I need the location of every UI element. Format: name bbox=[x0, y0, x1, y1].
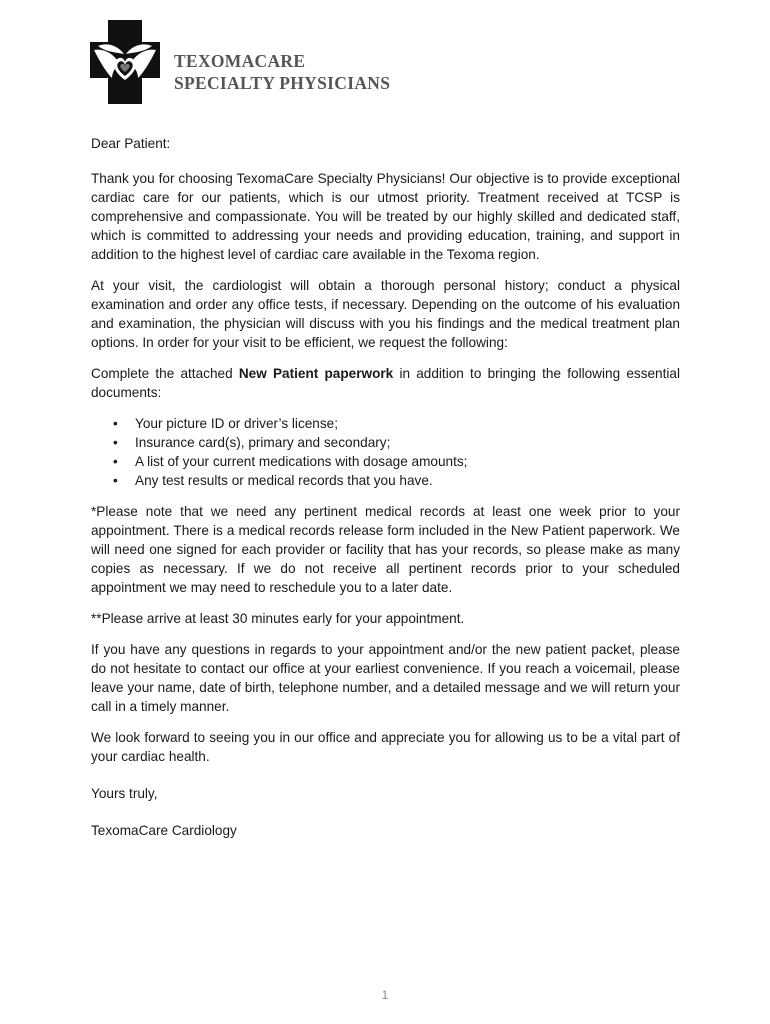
list-item bbox=[113, 471, 680, 490]
list-item bbox=[113, 414, 680, 433]
org-name-line-1: TEXOMACARE bbox=[174, 51, 306, 71]
paragraph-paperwork bbox=[91, 364, 680, 402]
greeting: Dear Patient: bbox=[91, 136, 171, 151]
paragraph-visit: At your visit, the cardiologist will obtain a thorough personal history; conduct a physical examination and order any office tests, if necessary. Depending on the outcome of his evaluation and examination, the physician will discuss with you his findings and the medical treatment plan options. In order for your visit to be efficient, we request the following: bbox=[91, 278, 680, 350]
documents-list bbox=[91, 414, 680, 490]
bullet-icon: • bbox=[113, 473, 118, 488]
letter-body bbox=[91, 134, 680, 852]
paragraph-arrival-note: **Please arrive at least 30 minutes early for your appointment. bbox=[91, 611, 465, 626]
cross-heart-hands-logo bbox=[90, 20, 160, 104]
list-item-text: Any test results or medical records that you have. bbox=[135, 473, 433, 488]
page-number: 1 bbox=[381, 988, 389, 1002]
paperwork-text-after: in addition to bringing the following essential documents: bbox=[91, 366, 680, 400]
paragraph-closing-remark: We look forward to seeing you in our office and appreciate you for allowing us to be a vital part of your cardiac health. bbox=[91, 730, 680, 764]
closing: Yours truly, bbox=[91, 786, 158, 801]
bullet-icon: • bbox=[113, 454, 118, 469]
list-item bbox=[113, 452, 680, 471]
paragraph-records-note: *Please note that we need any pertinent medical records at least one week prior to your appointment. There is a medical records release form included in the New Patient paperwork. We will need one signed for each provider or facility that has your records, so please make as many copies as necessary. If we do not receive all pertinent records prior to your scheduled appointment we may need to reschedule you to a later date. bbox=[91, 504, 680, 595]
org-name-line-2: SPECIALTY PHYSICIANS bbox=[174, 73, 391, 93]
paragraph-intro: Thank you for choosing TexomaCare Specialty Physicians! Our objective is to provide exceptional cardiac care for our patients, which is our utmost priority. Treatment received at TCSP is comprehensive and compassionate. You will be treated by our highly skilled and dedicated staff, which is committed to addressing your needs and providing education, training, and support in addition to the highest level of cardiac care available in the Texoma region. bbox=[91, 171, 680, 262]
list-item bbox=[113, 433, 680, 452]
paperwork-text-before: Complete the attached bbox=[91, 366, 239, 381]
list-item-text: A list of your current medications with dosage amounts; bbox=[135, 454, 468, 469]
paragraph-questions: If you have any questions in regards to your appointment and/or the new patient packet, please do not hesitate to contact our office at your earliest convenience. If you reach a voicemail, please leave your name, date of birth, telephone number, and a detailed message and we will return your call in a timely manner. bbox=[91, 642, 680, 714]
list-item-text: Your picture ID or driver’s license; bbox=[135, 416, 338, 431]
list-item-text: Insurance card(s), primary and secondary; bbox=[135, 435, 391, 450]
bullet-icon: • bbox=[113, 435, 118, 450]
new-patient-paperwork-bold: New Patient paperwork bbox=[238, 366, 394, 381]
signature: TexomaCare Cardiology bbox=[91, 823, 237, 838]
bullet-icon: • bbox=[113, 416, 118, 431]
organization-name bbox=[174, 50, 390, 94]
